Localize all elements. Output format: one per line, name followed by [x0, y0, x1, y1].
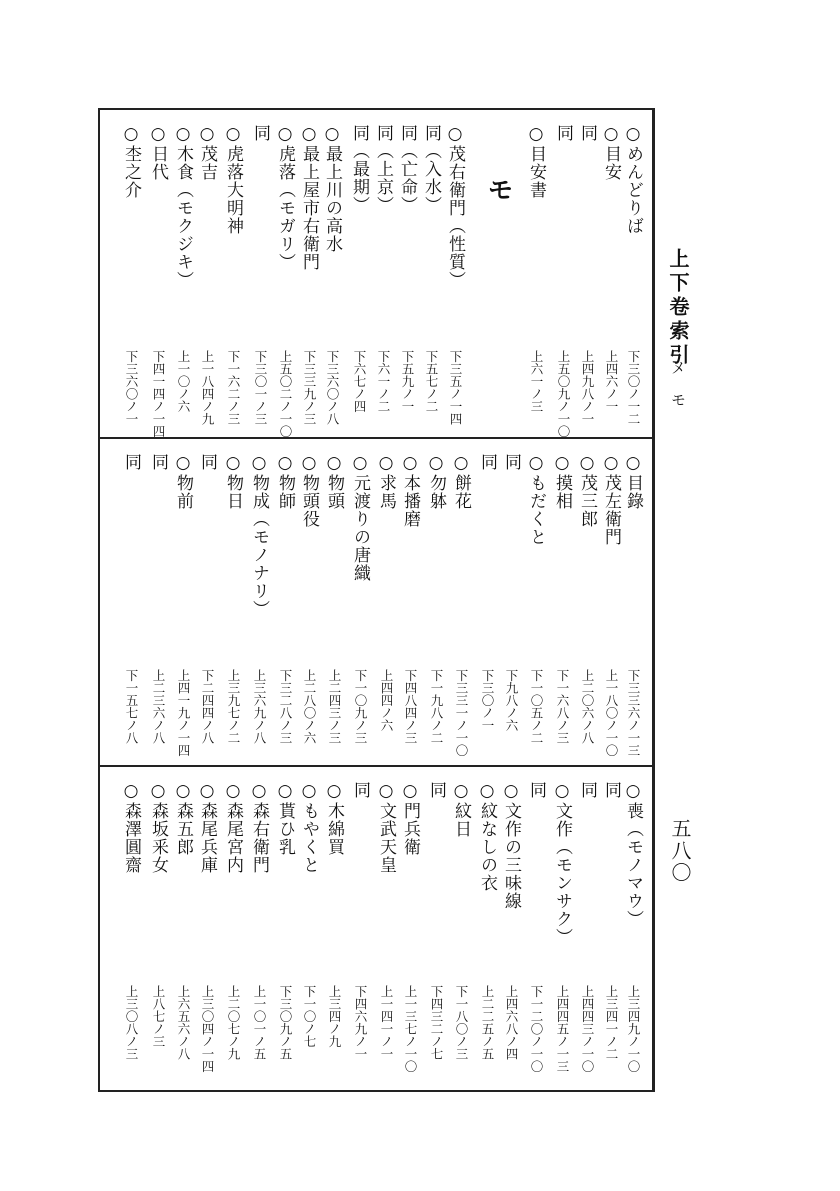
entry-page: 上四六八ノ四 — [504, 985, 519, 1060]
entry-term: ○日代 — [148, 124, 168, 181]
index-entry — [248, 439, 270, 765]
entry-page: 上二〇六ノ八 — [580, 669, 595, 744]
entry-page: 下三五ノ一四 — [448, 350, 463, 425]
entry-page: 上五〇九ノ一〇 — [556, 350, 571, 438]
entry-page: 下四三二ノ七 — [429, 985, 444, 1060]
entry-page: 上二〇七ノ九 — [226, 985, 241, 1060]
entry-term: ○文作（モンサク） — [552, 781, 572, 946]
index-entry — [120, 439, 142, 765]
index-entry — [349, 767, 371, 1090]
entry-page: 下一二〇ノ一〇 — [529, 985, 544, 1073]
entry-term: 同 — [577, 124, 597, 142]
index-entry — [222, 439, 244, 765]
index-entry — [551, 439, 573, 765]
entry-term: ○虎落（モガリ） — [275, 124, 295, 271]
index-entry — [420, 110, 442, 437]
entry-term: ○もやくと — [299, 781, 319, 874]
index-entry — [348, 110, 370, 437]
index-entry — [425, 439, 447, 765]
entry-term: ○目安 — [601, 124, 621, 181]
entry-term: ○元渡りの唐織 — [350, 453, 370, 582]
entry-term: ○茂右衛門（性質） — [445, 124, 465, 289]
page-number: 五八〇 — [668, 818, 692, 884]
entry-page: 下五九ノ一 — [400, 350, 415, 413]
entry-term: 同 — [577, 781, 597, 799]
entry-term: ○森尾宮内 — [223, 781, 243, 874]
entry-term: ○紋日 — [451, 781, 471, 838]
entry-term: ○喪（モノマウ） — [623, 781, 643, 928]
entry-term: ○最上川の高水 — [322, 124, 342, 253]
entry-term: 同 — [250, 124, 270, 142]
index-entry — [323, 439, 345, 765]
index-entry — [372, 110, 394, 437]
entry-page: 下三〇ノ一 — [480, 669, 495, 732]
entry-term: 同（上京） — [373, 124, 393, 214]
entry-page: 上二二五ノ五 — [480, 985, 495, 1060]
index-entry — [298, 439, 320, 765]
entry-page: 下一八〇ノ三 — [454, 985, 469, 1060]
entry-term: ○求馬 — [376, 453, 396, 510]
section-letters: メ モ — [669, 360, 687, 413]
entry-term: ○もだくと — [526, 453, 546, 546]
entry-page: 下三〇九ノ五 — [278, 985, 293, 1060]
index-entry — [196, 110, 218, 437]
entry-page: 上二八〇ノ六 — [302, 669, 317, 744]
entry-page: 上一八四ノ九 — [200, 350, 215, 425]
entry-page: 上四六ノ一 — [604, 350, 619, 413]
entry-term: ○紋なしの衣 — [477, 781, 497, 892]
entry-page: 下一五七ノ八 — [124, 669, 139, 744]
index-entry — [500, 439, 522, 765]
entry-term: ○森坂釆女 — [148, 781, 168, 874]
index-entry — [147, 439, 169, 765]
index-entry — [399, 767, 421, 1090]
entry-term: ○物師 — [275, 453, 295, 510]
index-entry — [576, 767, 598, 1090]
index-entry — [298, 767, 320, 1090]
entry-term: ○茂三郎 — [577, 453, 597, 528]
entry-page: 下三〇一ノ三 — [253, 350, 268, 425]
entry-page: 上三九七ノ二 — [226, 669, 241, 744]
entry-term: ○物成（モノナリ） — [249, 453, 269, 618]
index-entry — [576, 110, 598, 437]
index-entry — [444, 110, 466, 437]
index-entry — [147, 767, 169, 1090]
entry-page: 下三二八ノ三 — [278, 669, 293, 744]
entry-term: ○本播磨 — [400, 453, 420, 528]
entry-page: 下三三六ノ一三 — [626, 669, 641, 757]
entry-page: 下一〇ノ七 — [302, 985, 317, 1048]
index-band-3 — [100, 767, 652, 1090]
entry-page: 下五七ノ二 — [424, 350, 439, 413]
index-entry — [450, 767, 472, 1090]
index-entry — [476, 767, 498, 1090]
index-entry — [600, 110, 622, 437]
entry-term: 同 — [553, 124, 573, 142]
entry-page: 下一〇九ノ三 — [353, 669, 368, 744]
index-entry — [396, 110, 418, 437]
entry-term: ○茂左衛門 — [601, 453, 621, 546]
entry-term: ○虎落大明神 — [223, 124, 243, 235]
entry-term: 同 — [601, 781, 621, 799]
entry-term: 同（入水） — [421, 124, 441, 214]
entry-page: 上三〇八ノ三 — [124, 985, 139, 1060]
entry-term: 同 — [121, 453, 141, 471]
index-entry — [222, 110, 244, 437]
entry-term: 同 — [526, 781, 546, 799]
entry-term: ○物前 — [173, 453, 193, 510]
index-entry — [323, 767, 345, 1090]
entry-page: 上六五六ノ八 — [176, 985, 191, 1060]
entry-term: ○門兵衛 — [400, 781, 420, 856]
entry-term: 同 — [477, 453, 497, 471]
entry-term: ○木綿買 — [324, 781, 344, 856]
entry-term: ○文武天皇 — [376, 781, 396, 874]
index-entry — [196, 767, 218, 1090]
index-entry — [500, 767, 522, 1090]
index-entry — [551, 767, 573, 1090]
entry-page: 下九八ノ六 — [504, 669, 519, 732]
index-entry — [274, 767, 296, 1090]
entry-page: 下六七ノ四 — [352, 350, 367, 413]
entry-page: 上四四五ノ一三 — [555, 985, 570, 1073]
frame-right-rule — [652, 108, 655, 1092]
index-entry — [600, 767, 622, 1090]
entry-page: 上三四ノ九 — [327, 985, 342, 1048]
entry-term: 同 — [350, 781, 370, 799]
index-entry — [525, 110, 547, 437]
index-entry — [172, 439, 194, 765]
entry-term: ○森右衛門 — [249, 781, 269, 874]
entry-page: 下四一四ノ一四 — [151, 350, 166, 438]
index-entry — [274, 110, 296, 437]
entry-page: 上六一ノ三 — [529, 350, 544, 413]
entry-term: ○貰ひ乳 — [275, 781, 295, 856]
index-entry — [248, 767, 270, 1090]
index-entry — [399, 439, 421, 765]
index-entry — [349, 439, 371, 765]
entry-page: 下三三九ノ三 — [302, 350, 317, 425]
entry-term: ○勿躰 — [426, 453, 446, 510]
entry-page: 上三四九ノ一〇 — [626, 985, 641, 1073]
index-entry — [525, 439, 547, 765]
entry-page: 下三〇ノ一二 — [626, 350, 641, 425]
index-entry — [222, 767, 244, 1090]
index-entry — [274, 439, 296, 765]
entry-term: ○木食（モクジキ） — [173, 124, 193, 289]
entry-page: 上四四ノ六 — [379, 669, 394, 732]
entry-page: 上一三七ノ一〇 — [403, 985, 418, 1073]
index-entry — [622, 439, 644, 765]
entry-term: ○森五郎 — [173, 781, 193, 856]
index-entry — [172, 110, 194, 437]
entry-term: ○物日 — [223, 453, 243, 510]
entry-term: 同（最期） — [349, 124, 369, 214]
entry-page: 上二三六ノ八 — [151, 669, 166, 744]
entry-page: 下一六二ノ三 — [226, 350, 241, 425]
entry-term: ○物頭 — [324, 453, 344, 510]
entry-page: 上三四一ノ二 — [604, 985, 619, 1060]
index-entry — [600, 439, 622, 765]
entry-term: ○摸相 — [552, 453, 572, 510]
section-heading-mo — [480, 110, 513, 437]
index-entry — [622, 110, 644, 437]
entry-page: 下一〇五ノ二 — [529, 669, 544, 744]
entry-page: 上二四三ノ三 — [327, 669, 342, 744]
entry-page: 上四九八ノ一 — [580, 350, 595, 425]
index-entry — [172, 767, 194, 1090]
index-title: 上下卷索引 — [666, 248, 690, 368]
entry-page: 上三〇四ノ一四 — [200, 985, 215, 1073]
index-entry — [476, 439, 498, 765]
index-entry — [196, 439, 218, 765]
entry-page: 上五〇二ノ一〇 — [278, 350, 293, 438]
index-entry — [375, 767, 397, 1090]
entry-term: ○めんどりば — [623, 124, 643, 235]
entry-term: ○茂吉 — [197, 124, 217, 181]
entry-term: ○最上屋市右衛門 — [299, 124, 319, 271]
entry-page: 下一九八ノ二 — [429, 669, 444, 744]
index-entry — [249, 110, 271, 437]
entry-page: 下三三一ノ一〇 — [454, 669, 469, 757]
entry-page: 上一八〇ノ一〇 — [604, 669, 619, 757]
index-entry — [425, 767, 447, 1090]
entry-page: 下一六八ノ三 — [555, 669, 570, 744]
index-entry — [622, 767, 644, 1090]
entry-term: 同 — [501, 453, 521, 471]
index-entry — [147, 110, 169, 437]
index-entry — [576, 439, 598, 765]
entry-term: 同 — [426, 781, 446, 799]
entry-page: 下三六〇ノ一 — [124, 350, 139, 425]
entry-term: ○森澤圓齋 — [121, 781, 141, 874]
entry-page: 下二四四ノ八 — [200, 669, 215, 744]
index-entry — [525, 767, 547, 1090]
index-band-1 — [100, 110, 652, 437]
entry-page: 上四一九ノ一四 — [176, 669, 191, 757]
entry-page: 下四八四ノ三 — [403, 669, 418, 744]
entry-term: ○餅花 — [451, 453, 471, 510]
entry-term: 同 — [197, 453, 217, 471]
index-band-2 — [100, 439, 652, 765]
index-entry — [321, 110, 343, 437]
entry-page: 下四六九ノ一 — [353, 985, 368, 1060]
index-entry — [552, 110, 574, 437]
entry-term: ○目安書 — [526, 124, 546, 199]
entry-page: 上八七ノ三 — [151, 985, 166, 1048]
entry-term: ○森尾兵庫 — [197, 781, 217, 874]
index-entry — [120, 767, 142, 1090]
entry-page: 上一〇ノ六 — [176, 350, 191, 413]
index-entry — [298, 110, 320, 437]
entry-term: ○杢之介 — [121, 124, 141, 199]
entry-page: 上一四一ノ一 — [379, 985, 394, 1060]
entry-term: 同 — [148, 453, 168, 471]
index-entry — [120, 110, 142, 437]
mo-heading: モ — [483, 176, 513, 202]
entry-term: ○文作の三味線 — [501, 781, 521, 910]
entry-term: ○目錄 — [623, 453, 643, 510]
index-entry — [375, 439, 397, 765]
index-entry — [450, 439, 472, 765]
entry-page: 上三六九ノ八 — [252, 669, 267, 744]
entry-term: ○物頭役 — [299, 453, 319, 528]
entry-term: 同（亡命） — [397, 124, 417, 214]
entry-page: 上四四三ノ一〇 — [580, 985, 595, 1073]
entry-page: 下六一ノ二 — [376, 350, 391, 413]
entry-page: 上一〇一ノ五 — [252, 985, 267, 1060]
entry-page: 下三六〇ノ八 — [325, 350, 340, 425]
